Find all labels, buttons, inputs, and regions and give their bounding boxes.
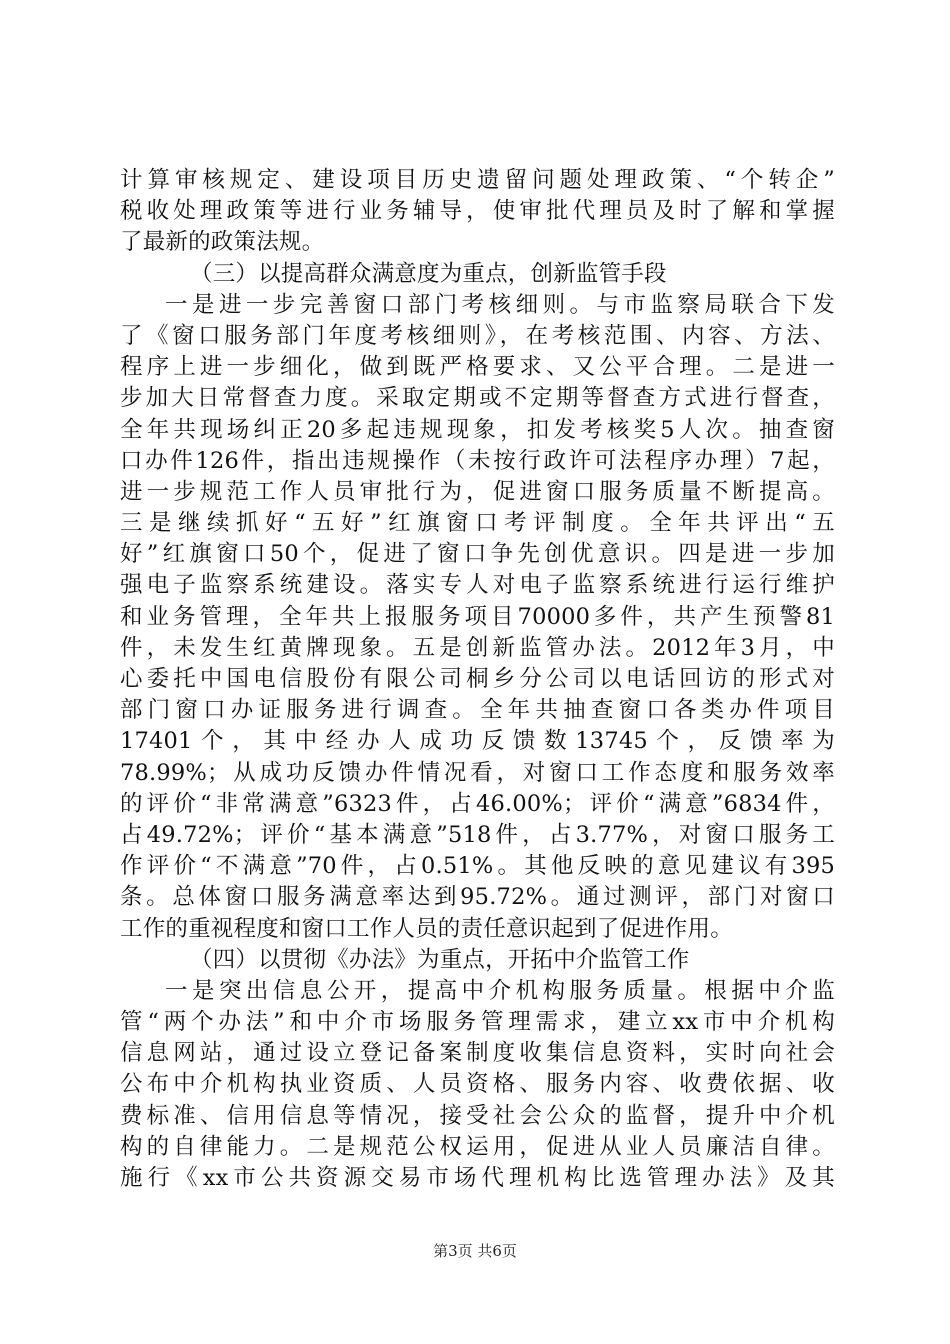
text-line: 78.99%；从成功反馈办件情况看，对窗口工作态度和服务效率	[120, 759, 835, 786]
text-line: 部门窗口办证服务进行调查。全年共抽查窗口各类办件项目	[120, 697, 835, 724]
text-line: 口办件126件，指出违规操作（未按行政许可法程序办理）7起，	[120, 447, 835, 474]
text-line: 三是继续抓好“五好”红旗窗口考评制度。全年共评出“五	[120, 510, 835, 537]
text-line: 好”红旗窗口50个，促进了窗口争先创优意识。四是进一步加	[120, 541, 835, 568]
text-line: 构的自律能力。二是规范公权运用，促进从业人员廉洁自律。	[120, 1133, 835, 1160]
text-line: 了《窗口服务部门年度考核细则》，在考核范围、内容、方法、	[120, 322, 835, 349]
section-heading: （三）以提高群众满意度为重点，创新监管手段	[190, 260, 667, 287]
text-line: 信息网站，通过设立登记备案制度收集信息资料，实时向社会	[120, 1040, 835, 1067]
text-line: 一是进一步完善窗口部门考核细则。与市监察局联合下发	[165, 291, 835, 318]
section-heading: （四）以贯彻《办法》为重点，开拓中介监管工作	[190, 946, 690, 973]
text-line: 了最新的政策法规。	[120, 229, 325, 256]
text-line: 件，未发生红黄牌现象。五是创新监管办法。2012年3月，中	[120, 634, 835, 661]
text-line: 强电子监察系统建设。落实专人对电子监察系统进行运行维护	[120, 572, 835, 599]
text-line: 工作的重视程度和窗口工作人员的责任意识起到了促进作用。	[120, 915, 733, 942]
document-body	[120, 165, 835, 1194]
text-line: 税收处理政策等进行业务辅导，使审批代理员及时了解和掌握	[120, 198, 835, 225]
text-line: 作评价“不满意”70件，占0.51%。其他反映的意见建议有395	[120, 853, 835, 880]
text-line: 心委托中国电信股份有限公司桐乡分公司以电话回访的形式对	[120, 666, 835, 692]
text-line: 条。总体窗口服务满意率达到95.72%。通过测评，部门对窗口	[120, 884, 835, 911]
text-line: 计算审核规定、建设项目历史遗留问题处理政策、“个转企”	[120, 167, 835, 193]
text-line: 一是突出信息公开，提高中介机构服务质量。根据中介监	[165, 977, 835, 1004]
text-line: 费标准、信用信息等情况，接受社会公众的监督，提升中介机	[120, 1102, 835, 1129]
text-line: 全年共现场纠正20多起违规现象，扣发考核奖5人次。抽查窗	[120, 416, 835, 443]
text-line: 进一步规范工作人员审批行为，促进窗口服务质量不断提高。	[120, 478, 835, 505]
text-line: 施行《xx市公共资源交易市场代理机构比选管理办法》及其	[120, 1165, 835, 1191]
text-line: 和业务管理，全年共上报服务项目70000多件，共产生预警81	[120, 603, 835, 630]
page-footer: 第3页 共6页	[433, 1242, 517, 1260]
text-line: 公布中介机构执业资质、人员资格、服务内容、收费依据、收	[120, 1071, 835, 1098]
text-line: 管“两个办法”和中介市场服务管理需求，建立xx市中介机构	[120, 1009, 835, 1036]
text-line: 步加大日常督查力度。采取定期或不定期等督查方式进行督查，	[120, 385, 835, 412]
text-line: 占49.72%；评价“基本满意”518件，占3.77%，对窗口服务工	[120, 821, 835, 848]
text-line: 17401个，其中经办人成功反馈数13745个，反馈率为	[120, 728, 835, 755]
text-line: 程序上进一步细化，做到既严格要求、又公平合理。二是进一	[120, 354, 835, 381]
text-line: 的评价“非常满意”6323件，占46.00%；评价“满意”6834件，	[120, 790, 835, 817]
